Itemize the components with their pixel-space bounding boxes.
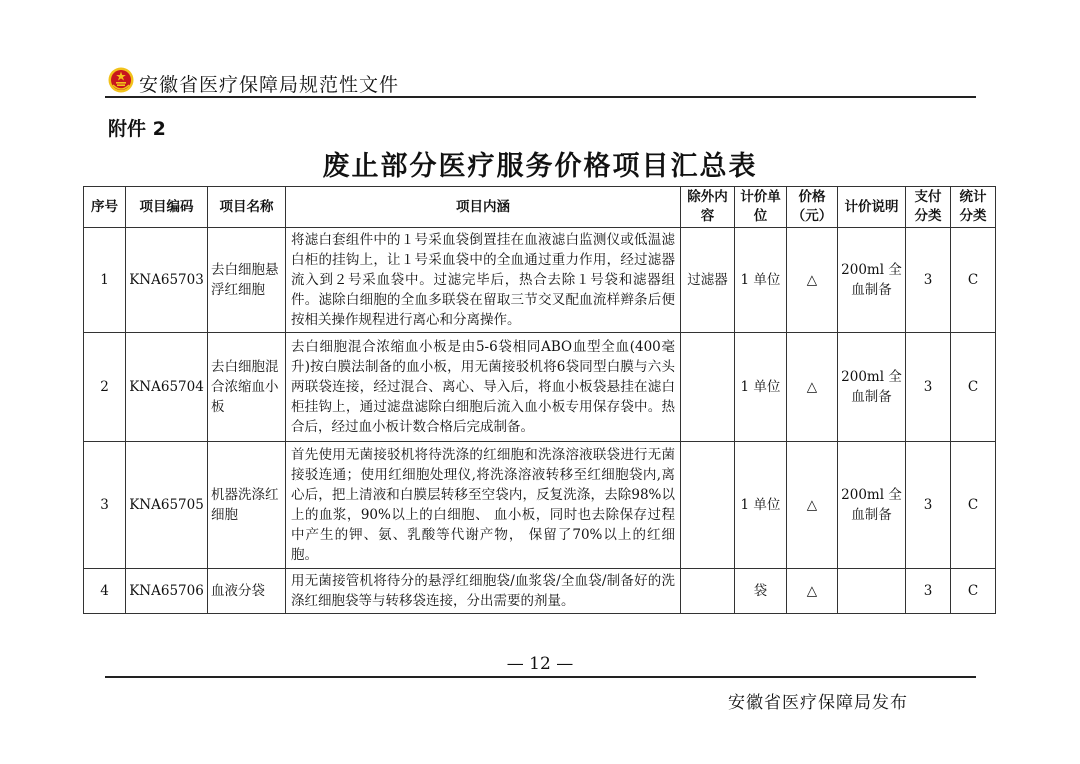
cell-name: 去白细胞混合浓缩血小板 (208, 333, 286, 442)
cell-code: KNA65705 (126, 442, 208, 569)
header-content: 项目内涵 (286, 187, 681, 228)
cell-stat: C (951, 569, 996, 614)
cell-pay: 3 (906, 442, 951, 569)
footer-rule (105, 676, 976, 678)
cell-code: KNA65704 (126, 333, 208, 442)
table-header-row (84, 187, 996, 228)
cell-stat: C (951, 333, 996, 442)
header-title: 安徽省医疗保障局规范性文件 (139, 74, 400, 96)
cell-content: 将滤白套组件中的１号采血袋倒置挂在血液滤白监测仪或低温滤白柜的挂钩上，让１号采血袋中的全血通过重力作用，经过滤器流入到２号采血袋中。过滤完毕后，热合去除１号袋和滤器组件。滤除白细胞的全血多联袋在留取三节交叉配血流样辫条后便按相关操作规程进行离心和分离操作。 (286, 228, 681, 333)
document-title: 废止部分医疗服务价格项目汇总表 (322, 151, 758, 182)
cell-code: KNA65706 (126, 569, 208, 614)
cell-seq: 3 (84, 442, 126, 569)
cell-price: △ (787, 569, 838, 614)
header-unit: 计价单位 (735, 187, 787, 228)
cell-unit: 1 单位 (735, 442, 787, 569)
cell-pay: 3 (906, 569, 951, 614)
cell-excluded (681, 333, 735, 442)
cell-excluded (681, 569, 735, 614)
table-row (84, 442, 996, 569)
cell-note: 200ml 全血制备 (838, 442, 906, 569)
header-note: 计价说明 (838, 187, 906, 228)
cell-price: △ (787, 333, 838, 442)
cell-code: KNA65703 (126, 228, 208, 333)
cell-note: 200ml 全血制备 (838, 228, 906, 333)
cell-seq: 4 (84, 569, 126, 614)
header-rule (105, 96, 976, 98)
table-row (84, 228, 996, 333)
cell-name: 去白细胞悬浮红细胞 (208, 228, 286, 333)
national-emblem-icon (108, 67, 134, 93)
header-seq: 序号 (84, 187, 126, 228)
cell-name: 血液分袋 (208, 569, 286, 614)
cell-content: 首先使用无菌接驳机将待洗涤的红细胞和洗涤溶液联袋进行无菌接驳连通；使用红细胞处理仪,将洗涤溶液转移至红细胞袋内,离心后，把上清液和白膜层转移至空袋内，反复洗涤，去除98%以上的血浆，90%以上的白细胞、 血小板，同时也去除保存过程中产生的钾、氨、乳酸等代谢产物， 保留了70%以上的红细胞。 (286, 442, 681, 569)
cell-name: 机器洗涤红细胞 (208, 442, 286, 569)
cell-price: △ (787, 228, 838, 333)
cell-note (838, 569, 906, 614)
cell-price: △ (787, 442, 838, 569)
cell-note: 200ml 全血制备 (838, 333, 906, 442)
cell-stat: C (951, 228, 996, 333)
cell-content: 用无菌接管机将待分的悬浮红细胞袋/血浆袋/全血袋/制备好的洗涤红细胞袋等与转移袋连接，分出需要的剂量。 (286, 569, 681, 614)
cell-seq: 2 (84, 333, 126, 442)
header-pay: 支付分类 (906, 187, 951, 228)
cell-pay: 3 (906, 228, 951, 333)
table-row (84, 333, 996, 442)
price-items-table (83, 186, 996, 614)
header-stat: 统计分类 (951, 187, 996, 228)
document-header (105, 66, 975, 98)
header-code: 项目编码 (126, 187, 208, 228)
cell-stat: C (951, 442, 996, 569)
cell-content: 去白细胞混合浓缩血小板是由5-6袋相同ABO血型全血(400毫升)按白膜法制备的血小板，用无菌接驳机将6袋同型白膜与六头两联袋连接，经过混合、离心、导入后，将血小板袋悬挂在滤白柜挂钩上，通过滤盘滤除白细胞后流入血小板专用保存袋中。热合后，经过血小板计数合格后完成制备。 (286, 333, 681, 442)
cell-unit: 1 单位 (735, 333, 787, 442)
cell-excluded: 过滤器 (681, 228, 735, 333)
table-row (84, 569, 996, 614)
cell-unit: 袋 (735, 569, 787, 614)
cell-unit: 1 单位 (735, 228, 787, 333)
page-number: — 12 — (506, 654, 574, 674)
header-price: 价格（元） (787, 187, 838, 228)
cell-excluded (681, 442, 735, 569)
header-name: 项目名称 (208, 187, 286, 228)
publisher-label: 安徽省医疗保障局发布 (728, 693, 908, 713)
header-excluded: 除外内容 (681, 187, 735, 228)
attachment-label: 附件 2 (108, 118, 166, 140)
cell-pay: 3 (906, 333, 951, 442)
cell-seq: 1 (84, 228, 126, 333)
